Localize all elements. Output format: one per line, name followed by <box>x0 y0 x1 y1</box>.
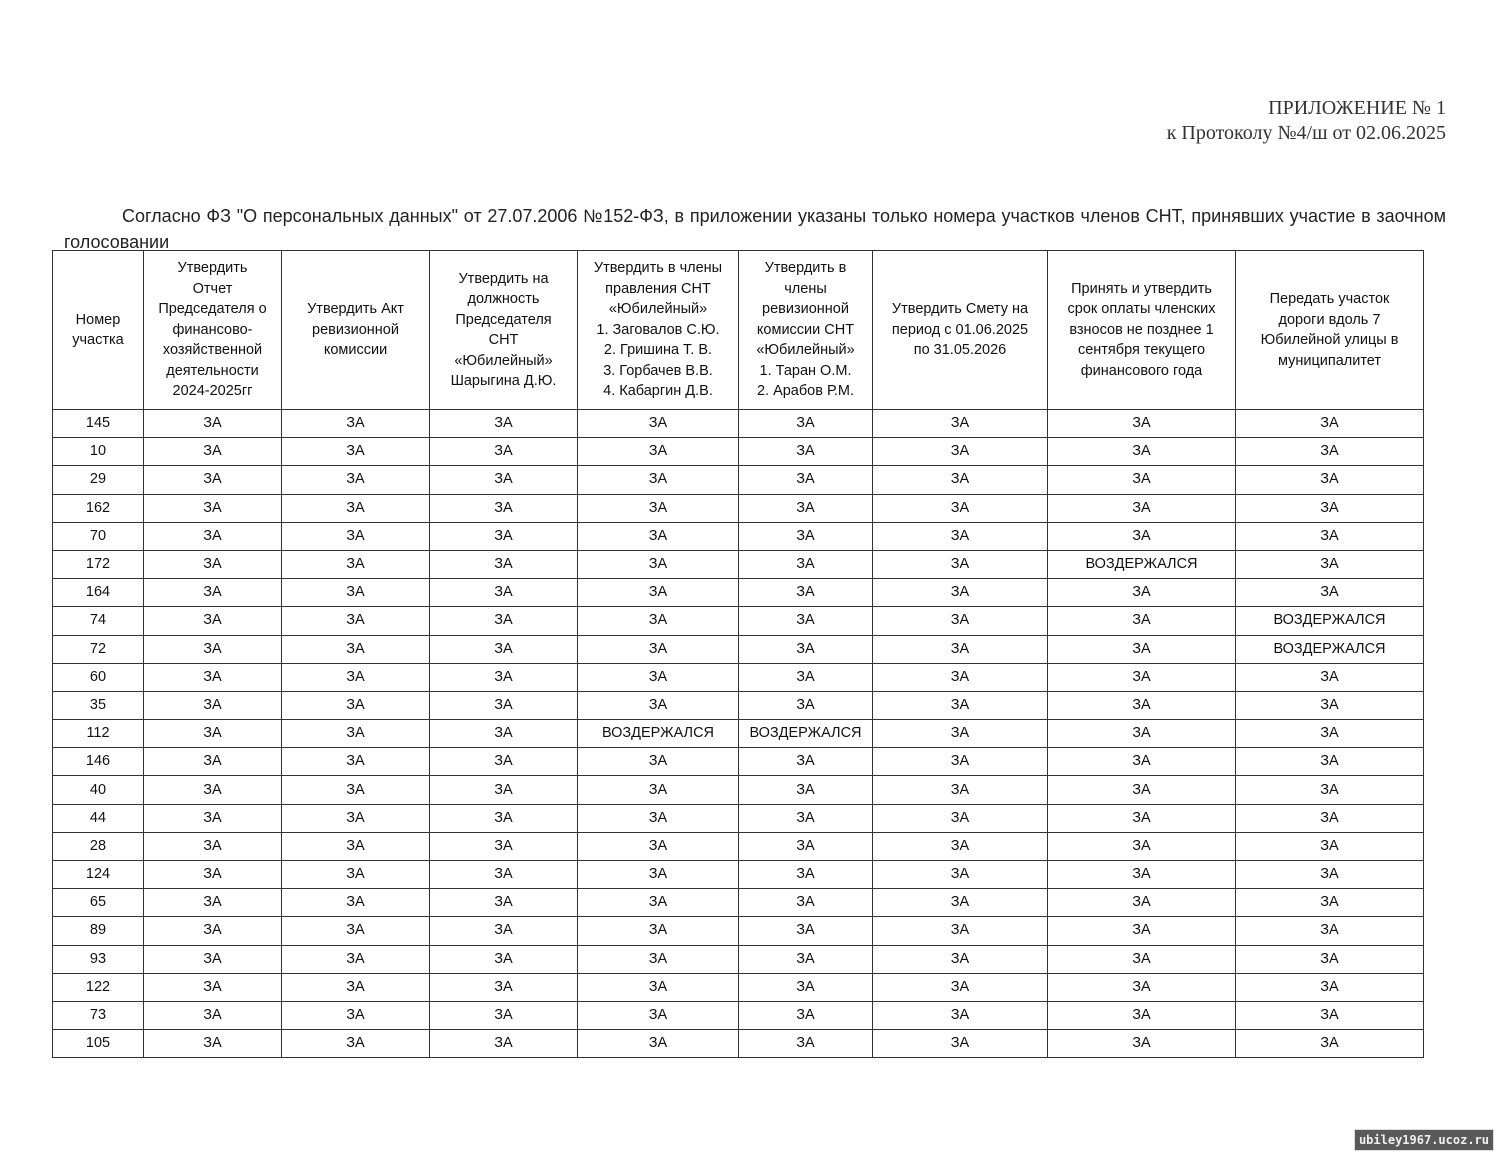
vote-cell: ЗА <box>578 945 739 973</box>
plot-number-cell: 35 <box>53 691 144 719</box>
vote-cell: ЗА <box>1048 607 1236 635</box>
vote-cell: ЗА <box>578 635 739 663</box>
vote-cell: ЗА <box>144 804 282 832</box>
vote-cell: ЗА <box>144 917 282 945</box>
vote-cell: ЗА <box>578 438 739 466</box>
vote-cell: ЗА <box>1048 776 1236 804</box>
vote-cell: ЗА <box>873 973 1048 1001</box>
table-row <box>53 889 1424 917</box>
vote-cell: ЗА <box>144 945 282 973</box>
vote-cell: ЗА <box>1048 579 1236 607</box>
vote-cell: ЗА <box>1236 861 1424 889</box>
table-row <box>53 1030 1424 1058</box>
vote-cell: ЗА <box>578 889 739 917</box>
vote-cell: ЗА <box>1048 691 1236 719</box>
vote-cell: ЗА <box>430 663 578 691</box>
vote-cell: ЗА <box>578 776 739 804</box>
vote-cell: ЗА <box>873 889 1048 917</box>
vote-cell: ЗА <box>1236 494 1424 522</box>
vote-cell: ЗА <box>739 691 873 719</box>
vote-cell: ЗА <box>1236 550 1424 578</box>
table-row <box>53 861 1424 889</box>
vote-cell: ЗА <box>282 438 430 466</box>
vote-cell: ЗА <box>873 438 1048 466</box>
vote-cell: ВОЗДЕРЖАЛСЯ <box>1236 607 1424 635</box>
vote-cell: ЗА <box>739 945 873 973</box>
table-row <box>53 635 1424 663</box>
plot-number-cell: 162 <box>53 494 144 522</box>
vote-cell: ЗА <box>578 861 739 889</box>
vote-cell: ЗА <box>873 494 1048 522</box>
column-header-question-3: Утвердить на должность Председателя СНТ «Юбилейный» Шарыгина Д.Ю. <box>430 251 578 410</box>
vote-cell: ЗА <box>1048 522 1236 550</box>
vote-cell: ЗА <box>739 973 873 1001</box>
table-row <box>53 550 1424 578</box>
table-row <box>53 691 1424 719</box>
table-row <box>53 832 1424 860</box>
vote-cell: ЗА <box>144 889 282 917</box>
vote-cell: ЗА <box>430 889 578 917</box>
vote-cell: ЗА <box>144 522 282 550</box>
vote-cell: ЗА <box>430 522 578 550</box>
vote-cell: ЗА <box>1048 945 1236 973</box>
vote-cell: ЗА <box>1048 861 1236 889</box>
vote-cell: ЗА <box>144 691 282 719</box>
plot-number-cell: 164 <box>53 579 144 607</box>
vote-cell: ЗА <box>873 635 1048 663</box>
vote-cell: ЗА <box>739 804 873 832</box>
vote-cell: ЗА <box>282 522 430 550</box>
vote-cell: ЗА <box>578 663 739 691</box>
table-row <box>53 1001 1424 1029</box>
vote-cell: ЗА <box>578 804 739 832</box>
vote-cell: ЗА <box>1236 579 1424 607</box>
vote-cell: ЗА <box>430 861 578 889</box>
vote-cell: ЗА <box>873 579 1048 607</box>
vote-cell: ЗА <box>1048 748 1236 776</box>
column-header-question-6: Утвердить Смету на период с 01.06.2025 по 31.05.2026 <box>873 251 1048 410</box>
table-row <box>53 917 1424 945</box>
plot-number-cell: 122 <box>53 973 144 1001</box>
column-header-question-7: Принять и утвердить срок оплаты членских взносов не позднее 1 сентября текущего финансового года <box>1048 251 1236 410</box>
vote-cell: ЗА <box>739 550 873 578</box>
vote-cell: ЗА <box>282 776 430 804</box>
vote-cell: ЗА <box>578 748 739 776</box>
vote-cell: ЗА <box>1236 438 1424 466</box>
vote-cell: ЗА <box>430 607 578 635</box>
vote-cell: ЗА <box>1048 663 1236 691</box>
annex-title: ПРИЛОЖЕНИЕ № 1 <box>1268 97 1446 119</box>
plot-number-cell: 44 <box>53 804 144 832</box>
vote-cell: ЗА <box>873 550 1048 578</box>
vote-cell: ЗА <box>578 579 739 607</box>
vote-cell: ЗА <box>1236 1030 1424 1058</box>
vote-cell: ЗА <box>282 1030 430 1058</box>
plot-number-cell: 145 <box>53 410 144 438</box>
vote-cell: ЗА <box>1236 720 1424 748</box>
vote-cell: ЗА <box>1236 466 1424 494</box>
vote-cell: ЗА <box>1048 804 1236 832</box>
vote-cell: ЗА <box>1236 917 1424 945</box>
vote-cell: ЗА <box>144 776 282 804</box>
vote-cell: ЗА <box>1048 889 1236 917</box>
vote-cell: ЗА <box>739 635 873 663</box>
vote-cell: ЗА <box>739 410 873 438</box>
vote-cell: ЗА <box>873 945 1048 973</box>
vote-cell: ЗА <box>578 494 739 522</box>
vote-cell: ЗА <box>578 832 739 860</box>
vote-cell: ЗА <box>873 466 1048 494</box>
vote-cell: ЗА <box>282 550 430 578</box>
vote-cell: ЗА <box>1236 973 1424 1001</box>
vote-cell: ЗА <box>430 917 578 945</box>
column-header-plot-number: Номер участка <box>53 251 144 410</box>
column-header-question-2: Утвердить Акт ревизионной комиссии <box>282 251 430 410</box>
vote-cell: ЗА <box>1048 1001 1236 1029</box>
vote-cell: ЗА <box>144 973 282 1001</box>
vote-cell: ЗА <box>873 691 1048 719</box>
vote-cell: ЗА <box>430 776 578 804</box>
vote-cell: ЗА <box>1048 466 1236 494</box>
voting-results-table <box>52 250 1424 1058</box>
plot-number-cell: 172 <box>53 550 144 578</box>
vote-cell: ЗА <box>282 720 430 748</box>
vote-cell: ЗА <box>282 861 430 889</box>
vote-cell: ЗА <box>430 720 578 748</box>
vote-cell: ЗА <box>1236 410 1424 438</box>
vote-cell: ЗА <box>144 748 282 776</box>
vote-cell: ЗА <box>430 973 578 1001</box>
vote-cell: ЗА <box>430 550 578 578</box>
vote-cell: ЗА <box>430 945 578 973</box>
vote-cell: ЗА <box>578 522 739 550</box>
annex-subtitle: к Протоколу №4/ш от 02.06.2025 <box>1166 122 1446 144</box>
vote-cell: ЗА <box>430 748 578 776</box>
column-header-question-1: Утвердить Отчет Председателя о финансово- хозяйственной деятельности 2024-2025гг <box>144 251 282 410</box>
vote-cell: ЗА <box>873 522 1048 550</box>
vote-cell: ЗА <box>430 410 578 438</box>
plot-number-cell: 72 <box>53 635 144 663</box>
vote-cell: ЗА <box>1048 832 1236 860</box>
vote-cell: ВОЗДЕРЖАЛСЯ <box>1236 635 1424 663</box>
table-row <box>53 973 1424 1001</box>
vote-cell: ЗА <box>873 832 1048 860</box>
column-header-question-8: Передать участок дороги вдоль 7 Юбилейной улицы в муниципалитет <box>1236 251 1424 410</box>
vote-cell: ЗА <box>1236 1001 1424 1029</box>
vote-cell: ЗА <box>282 804 430 832</box>
vote-cell: ЗА <box>873 804 1048 832</box>
plot-number-cell: 112 <box>53 720 144 748</box>
vote-cell: ЗА <box>1048 635 1236 663</box>
vote-cell: ЗА <box>282 973 430 1001</box>
plot-number-cell: 65 <box>53 889 144 917</box>
vote-cell: ЗА <box>1236 804 1424 832</box>
vote-cell: ЗА <box>739 776 873 804</box>
plot-number-cell: 105 <box>53 1030 144 1058</box>
vote-cell: ЗА <box>430 691 578 719</box>
vote-cell: ЗА <box>144 579 282 607</box>
vote-cell: ЗА <box>1048 917 1236 945</box>
vote-cell: ЗА <box>1236 522 1424 550</box>
vote-cell: ЗА <box>578 917 739 945</box>
vote-cell: ЗА <box>578 1030 739 1058</box>
plot-number-cell: 89 <box>53 917 144 945</box>
vote-cell: ЗА <box>282 917 430 945</box>
table-row <box>53 607 1424 635</box>
vote-cell: ЗА <box>144 1030 282 1058</box>
vote-cell: ЗА <box>739 466 873 494</box>
vote-cell: ЗА <box>1236 889 1424 917</box>
vote-cell: ЗА <box>739 748 873 776</box>
plot-number-cell: 40 <box>53 776 144 804</box>
vote-cell: ЗА <box>144 832 282 860</box>
vote-cell: ЗА <box>739 579 873 607</box>
vote-cell: ЗА <box>430 466 578 494</box>
vote-cell: ЗА <box>144 1001 282 1029</box>
plot-number-cell: 124 <box>53 861 144 889</box>
vote-cell: ЗА <box>873 776 1048 804</box>
vote-cell: ЗА <box>430 1001 578 1029</box>
table-row <box>53 438 1424 466</box>
vote-cell: ЗА <box>282 748 430 776</box>
table-row <box>53 804 1424 832</box>
table-body <box>53 410 1424 1058</box>
table-row <box>53 776 1424 804</box>
plot-number-cell: 74 <box>53 607 144 635</box>
table-row <box>53 410 1424 438</box>
column-header-question-4: Утвердить в члены правления СНТ «Юбилейный» 1. Заговалов С.Ю. 2. Гришина Т. В. 3. Горбачев В.В. 4. Кабаргин Д.В. <box>578 251 739 410</box>
intro-paragraph: Согласно ФЗ "О персональных данных" от 27.07.2006 №152-ФЗ, в приложении указаны только номера участков членов СНТ, принявших участие в заочном голосовании <box>64 206 1446 252</box>
vote-cell: ЗА <box>282 635 430 663</box>
vote-cell: ЗА <box>578 973 739 1001</box>
vote-cell: ЗА <box>282 663 430 691</box>
vote-cell: ЗА <box>578 466 739 494</box>
table-row <box>53 663 1424 691</box>
vote-cell: ЗА <box>578 691 739 719</box>
vote-cell: ЗА <box>144 635 282 663</box>
vote-cell: ЗА <box>430 579 578 607</box>
vote-cell: ЗА <box>739 663 873 691</box>
vote-cell: ЗА <box>873 720 1048 748</box>
vote-cell: ЗА <box>578 607 739 635</box>
plot-number-cell: 60 <box>53 663 144 691</box>
plot-number-cell: 29 <box>53 466 144 494</box>
vote-cell: ЗА <box>144 550 282 578</box>
vote-cell: ЗА <box>144 607 282 635</box>
vote-cell: ЗА <box>144 466 282 494</box>
vote-cell: ЗА <box>282 889 430 917</box>
vote-cell: ЗА <box>1236 663 1424 691</box>
vote-cell: ЗА <box>1236 945 1424 973</box>
vote-cell: ЗА <box>873 861 1048 889</box>
vote-cell: ЗА <box>144 861 282 889</box>
vote-cell: ЗА <box>1236 832 1424 860</box>
vote-cell: ЗА <box>282 579 430 607</box>
vote-cell: ЗА <box>430 832 578 860</box>
column-header-question-5: Утвердить в члены ревизионной комиссии СНТ «Юбилейный» 1. Таран О.М. 2. Арабов Р.М. <box>739 251 873 410</box>
vote-cell: ЗА <box>739 1030 873 1058</box>
vote-cell: ЗА <box>1048 720 1236 748</box>
annex-header <box>1167 96 1446 146</box>
vote-cell: ЗА <box>578 1001 739 1029</box>
site-watermark: ubiley1967.ucoz.ru <box>1354 1129 1494 1151</box>
vote-cell: ЗА <box>1236 776 1424 804</box>
vote-cell: ВОЗДЕРЖАЛСЯ <box>739 720 873 748</box>
vote-cell: ЗА <box>144 494 282 522</box>
table-row <box>53 494 1424 522</box>
vote-cell: ЗА <box>282 410 430 438</box>
vote-cell: ЗА <box>739 1001 873 1029</box>
vote-cell: ЗА <box>430 635 578 663</box>
plot-number-cell: 10 <box>53 438 144 466</box>
vote-cell: ВОЗДЕРЖАЛСЯ <box>1048 550 1236 578</box>
plot-number-cell: 93 <box>53 945 144 973</box>
table-row <box>53 522 1424 550</box>
plot-number-cell: 146 <box>53 748 144 776</box>
vote-cell: ЗА <box>282 494 430 522</box>
vote-cell: ЗА <box>282 466 430 494</box>
vote-cell: ЗА <box>430 494 578 522</box>
vote-cell: ЗА <box>873 410 1048 438</box>
vote-cell: ЗА <box>144 720 282 748</box>
vote-cell: ЗА <box>873 748 1048 776</box>
vote-cell: ЗА <box>578 550 739 578</box>
plot-number-cell: 70 <box>53 522 144 550</box>
vote-cell: ЗА <box>1048 973 1236 1001</box>
vote-cell: ЗА <box>578 410 739 438</box>
table-row <box>53 579 1424 607</box>
vote-cell: ЗА <box>873 1001 1048 1029</box>
vote-cell: ЗА <box>1236 748 1424 776</box>
vote-cell: ЗА <box>430 1030 578 1058</box>
vote-cell: ЗА <box>430 804 578 832</box>
table-row <box>53 720 1424 748</box>
vote-cell: ЗА <box>1048 438 1236 466</box>
vote-cell: ЗА <box>430 438 578 466</box>
vote-cell: ЗА <box>1048 410 1236 438</box>
vote-cell: ЗА <box>739 861 873 889</box>
vote-cell: ЗА <box>144 663 282 691</box>
vote-cell: ЗА <box>1048 494 1236 522</box>
vote-cell: ЗА <box>1236 691 1424 719</box>
vote-cell: ЗА <box>282 1001 430 1029</box>
table-row <box>53 466 1424 494</box>
table-row <box>53 748 1424 776</box>
vote-cell: ЗА <box>282 691 430 719</box>
table-header-row <box>53 251 1424 410</box>
vote-cell: ЗА <box>739 494 873 522</box>
vote-cell: ЗА <box>739 917 873 945</box>
vote-cell: ЗА <box>739 889 873 917</box>
vote-cell: ЗА <box>739 522 873 550</box>
vote-cell: ВОЗДЕРЖАЛСЯ <box>578 720 739 748</box>
vote-cell: ЗА <box>1048 1030 1236 1058</box>
vote-cell: ЗА <box>282 945 430 973</box>
vote-cell: ЗА <box>873 663 1048 691</box>
plot-number-cell: 28 <box>53 832 144 860</box>
vote-cell: ЗА <box>144 438 282 466</box>
vote-cell: ЗА <box>739 607 873 635</box>
vote-cell: ЗА <box>873 1030 1048 1058</box>
vote-cell: ЗА <box>144 410 282 438</box>
vote-cell: ЗА <box>739 438 873 466</box>
vote-cell: ЗА <box>873 607 1048 635</box>
vote-cell: ЗА <box>739 832 873 860</box>
vote-cell: ЗА <box>282 607 430 635</box>
plot-number-cell: 73 <box>53 1001 144 1029</box>
table-row <box>53 945 1424 973</box>
vote-cell: ЗА <box>873 917 1048 945</box>
vote-cell: ЗА <box>282 832 430 860</box>
